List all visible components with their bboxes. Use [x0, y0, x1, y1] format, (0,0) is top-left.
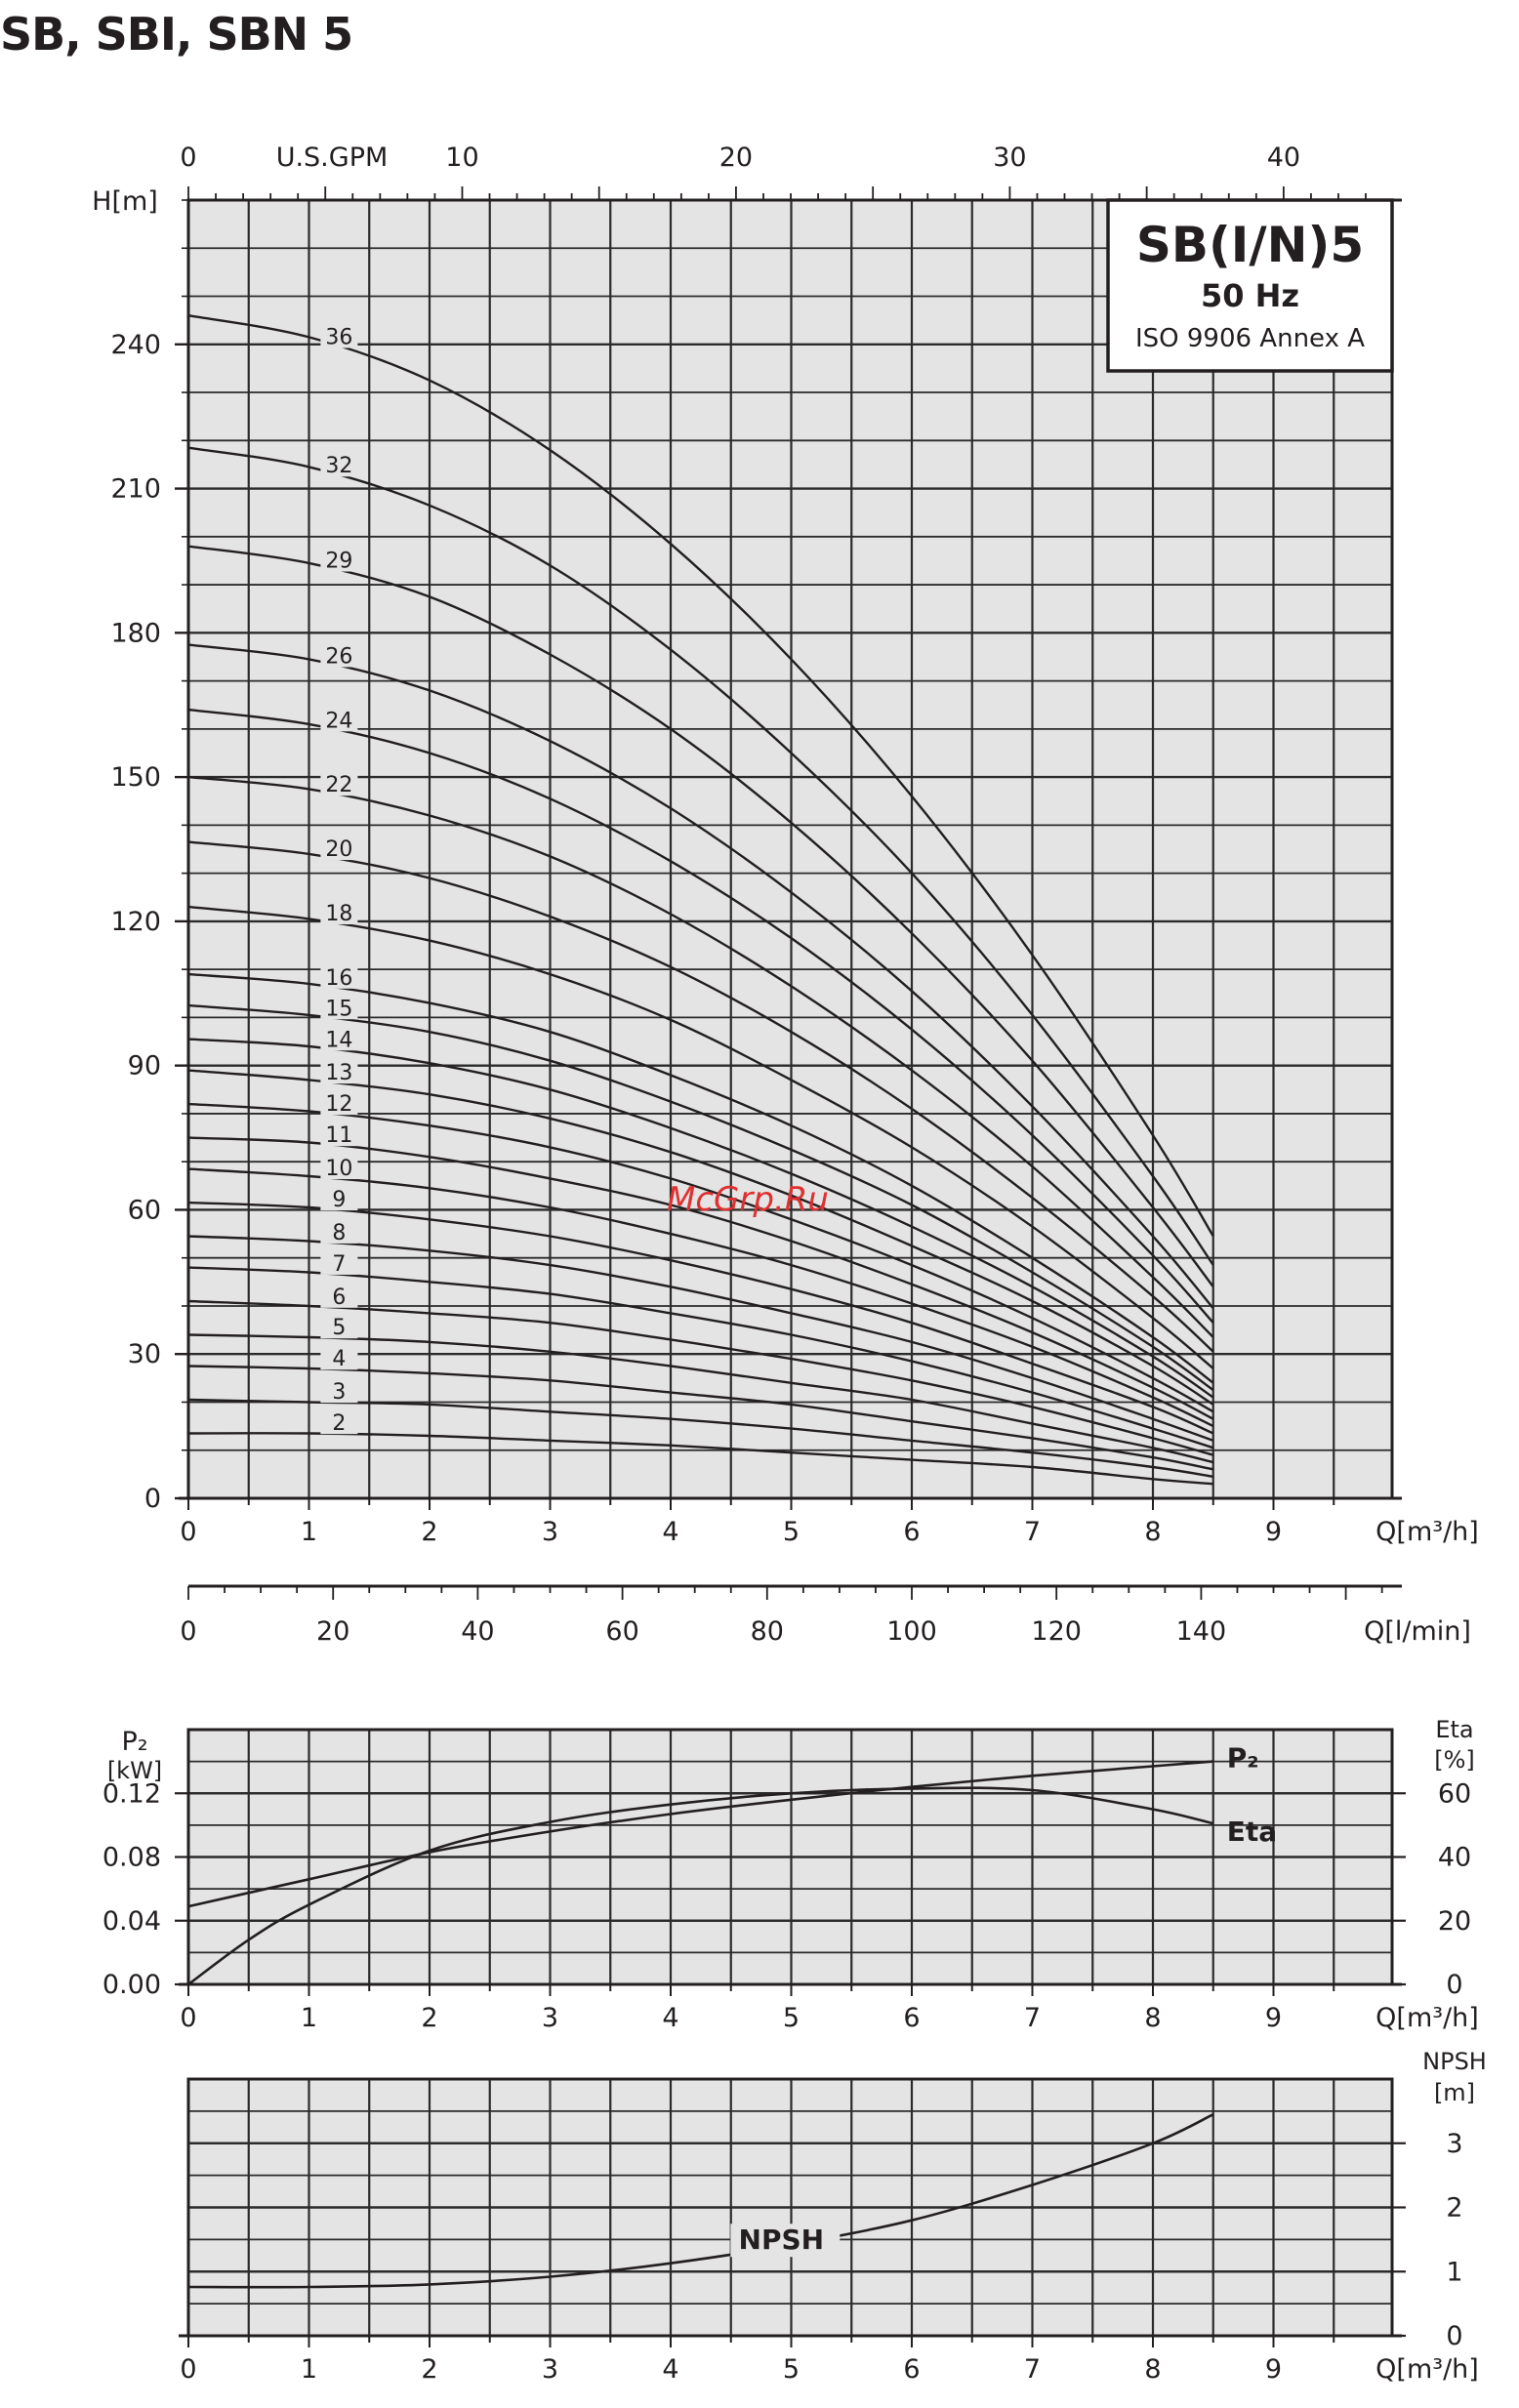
- lpm-axis-label: Q[l/min]: [1364, 1616, 1471, 1647]
- lpm-tick-label: 140: [1175, 1616, 1227, 1647]
- lpm-tick-label: 40: [461, 1616, 495, 1647]
- npsh-x-tick-label: 5: [782, 2354, 801, 2385]
- eta-y-tick-label: 20: [1437, 1905, 1472, 1937]
- main-x-axis-label: Q[m³/h]: [1375, 1517, 1479, 1547]
- main-y-tick-label: 30: [127, 1339, 161, 1370]
- power-y-tick-label: 0.00: [102, 1970, 161, 2000]
- main-y-axis-label: H[m]: [92, 186, 158, 217]
- npsh-x-tick-label: 9: [1264, 2354, 1283, 2385]
- main-y-tick-label: 150: [110, 762, 161, 794]
- main-x-tick-label: 2: [421, 1517, 438, 1547]
- power-x-tick-label: 7: [1023, 2003, 1042, 2033]
- power-x-tick-label: 2: [421, 2003, 438, 2033]
- power-y-axis-label-unit: [kW]: [106, 1757, 163, 1784]
- npsh-y-tick-label: 3: [1446, 2128, 1463, 2159]
- main-x-tick-label: 8: [1144, 1517, 1162, 1547]
- power-x-tick-label: 0: [180, 2003, 197, 2033]
- main-x-tick-label: 5: [782, 1517, 801, 1547]
- lpm-tick-label: 60: [605, 1616, 639, 1647]
- head-curve-label: 8: [332, 1220, 347, 1245]
- lpm-tick-label: 80: [750, 1616, 784, 1647]
- gpm-tick-label: 10: [445, 143, 479, 173]
- head-curve-label: 6: [332, 1285, 347, 1310]
- power-efficiency-chart: [103, 1716, 1479, 2033]
- npsh-y-tick-label: 2: [1446, 2192, 1463, 2224]
- npsh-x-tick-label: 3: [541, 2354, 559, 2385]
- head-curve-label: 32: [325, 454, 353, 479]
- head-flow-chart: [92, 143, 1479, 1547]
- npsh-y-axis-label-unit: [m]: [1433, 2079, 1476, 2106]
- head-curve-label: 18: [325, 901, 353, 926]
- series-label-p2: P₂: [1226, 1741, 1259, 1775]
- eta-y-axis-label-name: Eta: [1435, 1716, 1474, 1743]
- npsh-y-tick-label: 1: [1446, 2257, 1463, 2288]
- head-curve-label: 20: [325, 837, 353, 863]
- lpm-tick-label: 100: [886, 1616, 937, 1647]
- head-curve-label: 36: [325, 325, 353, 350]
- eta-y-tick-label: 0: [1446, 1970, 1463, 2000]
- head-curve-label: 10: [325, 1157, 353, 1182]
- power-y-axis-label-symbol: P₂: [121, 1727, 148, 1757]
- main-y-tick-label: 60: [127, 1195, 161, 1226]
- gpm-tick-label: 40: [1266, 143, 1301, 173]
- main-y-tick-label: 240: [110, 329, 161, 360]
- npsh-x-tick-label: 8: [1144, 2354, 1162, 2385]
- power-x-tick-label: 8: [1144, 2003, 1162, 2033]
- page-title: SB, SBI, SBN 5: [0, 8, 353, 61]
- gpm-tick-label: 20: [718, 143, 754, 173]
- head-curve-label: 7: [332, 1251, 347, 1277]
- npsh-curve-label: NPSH: [738, 2224, 825, 2257]
- npsh-x-tick-label: 1: [300, 2354, 318, 2385]
- main-y-tick-label: 90: [127, 1050, 161, 1082]
- lpm-tick-label: 0: [180, 1616, 197, 1647]
- npsh-x-axis-label: Q[m³/h]: [1375, 2354, 1479, 2385]
- lpm-axis: [180, 1586, 1471, 1647]
- npsh-x-tick-label: 0: [180, 2354, 197, 2385]
- power-x-tick-label: 5: [782, 2003, 801, 2033]
- npsh-x-tick-label: 7: [1023, 2354, 1042, 2385]
- main-y-tick-label: 210: [110, 473, 161, 505]
- main-x-tick-label: 0: [180, 1517, 197, 1547]
- eta-y-tick-label: 60: [1437, 1778, 1472, 1810]
- head-curve-label: 14: [325, 1028, 353, 1053]
- watermark: McGrp.Ru: [667, 1180, 829, 1219]
- head-curve-label: 15: [325, 997, 353, 1022]
- head-curve-label: 5: [332, 1316, 347, 1341]
- power-x-axis-label: Q[m³/h]: [1375, 2003, 1479, 2033]
- gpm-axis-label: U.S.GPM: [275, 143, 389, 173]
- chart-title: SB(I/N)5: [1135, 217, 1365, 273]
- main-x-tick-label: 1: [300, 1517, 318, 1547]
- head-curve-label: 11: [325, 1123, 353, 1149]
- head-curve-label: 2: [332, 1411, 347, 1437]
- head-curve-label: 24: [325, 709, 353, 734]
- main-x-tick-label: 4: [662, 1517, 679, 1547]
- head-curve-label: 13: [325, 1061, 353, 1086]
- npsh-y-tick-label: 0: [1446, 2321, 1463, 2351]
- main-x-tick-label: 7: [1023, 1517, 1042, 1547]
- eta-y-tick-label: 40: [1437, 1842, 1472, 1873]
- npsh-x-tick-label: 6: [903, 2354, 921, 2385]
- main-y-tick-label: 0: [144, 1484, 161, 1514]
- power-y-tick-label: 0.12: [102, 1778, 161, 1810]
- main-y-tick-label: 120: [110, 906, 161, 937]
- main-x-tick-label: 3: [541, 1517, 559, 1547]
- eta-y-axis-label-unit: [%]: [1434, 1746, 1475, 1774]
- head-curve-label: 26: [325, 644, 353, 670]
- head-curve-label: 4: [332, 1347, 347, 1372]
- head-curve-label: 9: [332, 1188, 347, 1213]
- gpm-tick-label: 30: [993, 143, 1027, 173]
- power-x-tick-label: 4: [662, 2003, 679, 2033]
- head-curve-label: 29: [325, 549, 353, 574]
- power-x-tick-label: 6: [903, 2003, 921, 2033]
- head-curve-label: 3: [332, 1380, 347, 1406]
- lpm-tick-label: 20: [316, 1616, 350, 1647]
- head-curve-label: 16: [325, 965, 353, 991]
- power-y-tick-label: 0.04: [102, 1905, 161, 1937]
- head-curve-label: 12: [325, 1092, 353, 1118]
- lpm-tick-label: 120: [1031, 1616, 1082, 1647]
- power-x-tick-label: 9: [1264, 2003, 1283, 2033]
- head-curve-label: 22: [325, 773, 353, 798]
- main-x-tick-label: 6: [903, 1517, 921, 1547]
- npsh-x-tick-label: 4: [662, 2354, 679, 2385]
- npsh-x-tick-label: 2: [421, 2354, 438, 2385]
- series-label-eta: Eta: [1226, 1816, 1278, 1849]
- power-y-tick-label: 0.08: [102, 1842, 161, 1873]
- power-x-tick-label: 1: [300, 2003, 318, 2033]
- gpm-tick-label: 0: [180, 143, 197, 173]
- chart-subtitle: 50 Hz: [1200, 277, 1300, 314]
- npsh-y-axis-label-name: NPSH: [1422, 2048, 1487, 2075]
- power-x-tick-label: 3: [541, 2003, 559, 2033]
- npsh-chart: [179, 2048, 1487, 2385]
- main-y-tick-label: 180: [110, 618, 161, 649]
- chart-note: ISO 9906 Annex A: [1134, 324, 1366, 353]
- main-x-tick-label: 9: [1264, 1517, 1283, 1547]
